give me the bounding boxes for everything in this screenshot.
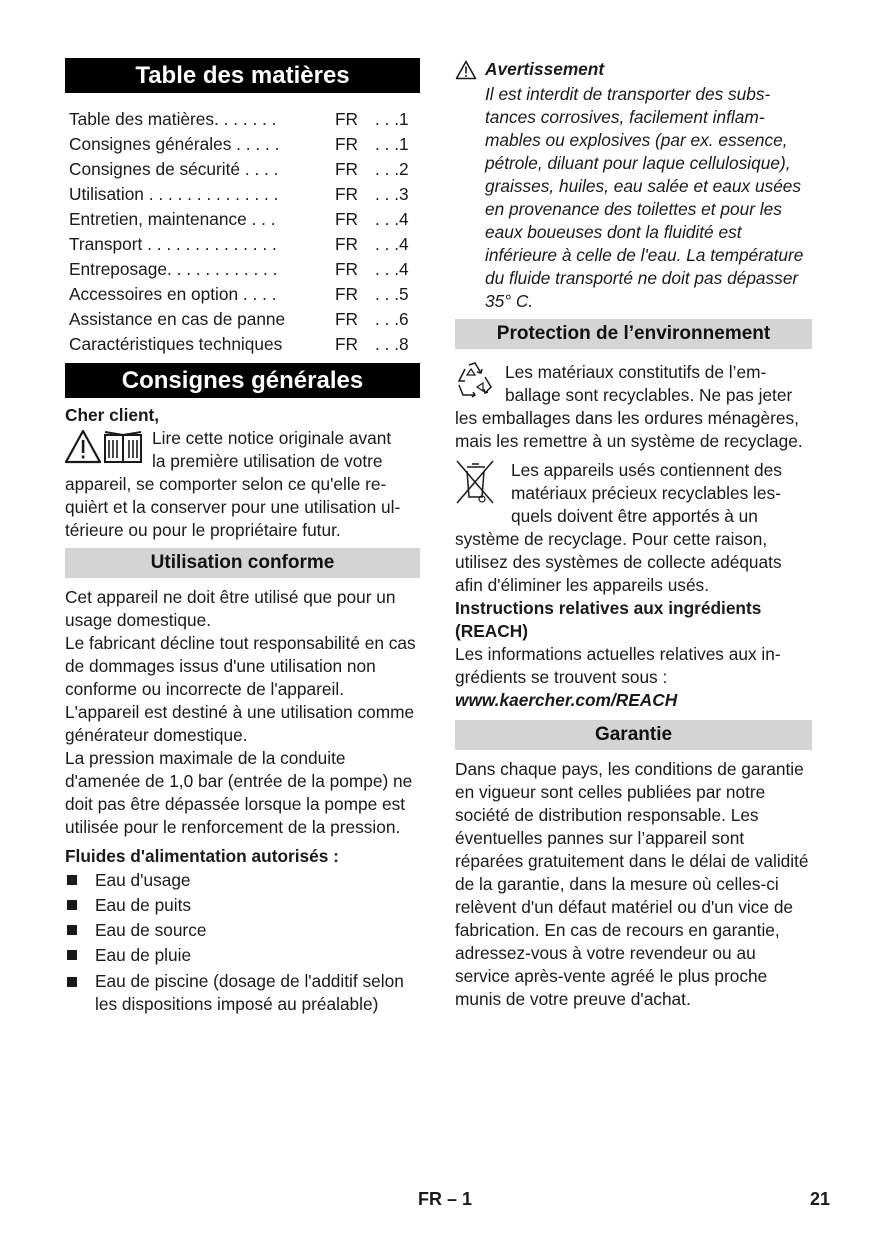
toc-entry[interactable]: Caractéristiques techniques FR . . .8: [69, 334, 409, 354]
crossed-bin-icon: [455, 459, 511, 507]
toc-entry[interactable]: Consignes générales . . . . . FR . . .1: [69, 134, 409, 154]
usage-paragraph: L'appareil est destiné à une utilisation comme générateur domestique.: [65, 702, 415, 745]
list-item: Eau de source: [65, 918, 420, 943]
warning-block: [455, 58, 812, 313]
intro-text: appareil, se comporter selon ce qu'elle requièrt et la conserver pour une utilisation ultérieure ou pour le propriétaire futur.: [65, 474, 401, 540]
recycle-block: [455, 361, 812, 453]
environment-heading: Protection de l’environnement: [455, 319, 812, 349]
footer-section: FR – 1: [417, 1189, 473, 1209]
intro-line: Lire cette notice originale avant: [152, 428, 392, 448]
reach-heading: Instructions relatives aux ingrédients (REACH): [455, 598, 762, 641]
intro-block: [65, 427, 420, 542]
list-item: Eau de puits: [65, 893, 420, 918]
recycle-icon: [455, 361, 505, 407]
recycle-text: Les matériaux constitutifs de l’emballage sont recyclables. Ne pas jeter les emballages dans les ordures ménagères, mais les remettre à un système de recyclage.: [455, 362, 803, 451]
warning-manual-icon: [65, 429, 152, 469]
toc-heading: Table des matières: [65, 58, 420, 93]
fluids-list: [65, 868, 420, 1016]
reach-text: Les informations actuelles relatives aux ingrédients se trouvent sous :: [455, 644, 781, 687]
list-item: Eau de piscine (dosage de l'additif selon les dispositions imposé au préalable): [65, 970, 420, 1016]
reach-link[interactable]: www.kaercher.com/REACH: [455, 690, 678, 710]
warning-triangle-icon: [455, 60, 477, 80]
usage-paragraph: La pression maximale de la conduite d'amenée de 1,0 bar (entrée de la pompe) ne doit pas être dépassée lorsque la pompe est utilisée pour le renforcement de la pression.: [65, 748, 413, 837]
general-heading: Consignes générales: [65, 363, 420, 398]
right-column: [455, 58, 812, 1011]
usage-paragraph: Le fabricant décline tout responsabilité en cas de dommages issus d'une utilisation non conforme ou incorrecte de l'appareil.: [65, 633, 416, 699]
toc-list: [65, 107, 420, 357]
page-number: 21: [809, 1189, 830, 1209]
toc-entry[interactable]: Table des matières. . . . . . . FR . . .1: [69, 109, 409, 129]
fluids-heading: Fluides d'alimentation autorisés :: [65, 846, 339, 866]
bullet-icon: [67, 925, 77, 935]
toc-entry[interactable]: Entretien, maintenance . . . FR . . .4: [69, 209, 409, 229]
toc-entry[interactable]: Consignes de sécurité . . . . FR . . .2: [69, 159, 409, 179]
bullet-icon: [67, 900, 77, 910]
toc-entry[interactable]: Transport . . . . . . . . . . . . . . FR . . .4: [69, 234, 409, 254]
toc-entry[interactable]: Utilisation . . . . . . . . . . . . . . FR . . .3: [69, 184, 409, 204]
warranty-text: Dans chaque pays, les conditions de garantie en vigueur sont celles publiées par notre société de distribution responsable. Les éventuelles pannes sur l’appareil sont réparées gratuitement dans le délai de validité de la garantie, dans la mesure où celles-ci relèvent d'un défaut matériel ou d'un vice de fabrication. En cas de recours en garantie, adressez-vous à votre revendeur ou au service après-vente agréé le plus proche munis de votre preuve d'achat.: [455, 759, 809, 1009]
warning-title: Avertissement: [455, 58, 812, 81]
weee-block: [455, 459, 812, 597]
usage-heading: Utilisation conforme: [65, 548, 420, 578]
toc-entry[interactable]: Assistance en cas de panne FR . . .6: [69, 309, 409, 329]
toc-entry[interactable]: Accessoires en option . . . . FR . . .5: [69, 284, 409, 304]
bullet-icon: [67, 875, 77, 885]
usage-paragraph: Cet appareil ne doit être utilisé que pour un usage domestique.: [65, 587, 396, 630]
list-item: Eau d'usage: [65, 868, 420, 893]
greeting: Cher client,: [65, 405, 160, 425]
usage-body: [65, 586, 420, 839]
bullet-icon: [67, 977, 77, 987]
intro-line: la première utilisation de votre: [152, 451, 383, 471]
bullet-icon: [67, 950, 77, 960]
warranty-heading: Garantie: [455, 720, 812, 750]
weee-text: Les appareils usés contiennent des matériaux précieux recyclables lesquels doivent être apportés à un système de recyclage. Pour cette raison, utilisez des systèmes de collecte adéquats afin d'éliminer les appareils usés.: [455, 460, 782, 595]
warning-text: Il est interdit de transporter des substances corrosives, facilement inflammables ou explosives (par ex. essence, pétrole, diluant pour laque cellulosique), graisses, huiles, eau salée et eaux usées en provenance des toilettes et pour les eaux boueuses dont la fluidité est inférieure à celle de l'eau. La température du fluide transporté ne doit pas dépasser 35° C.: [485, 84, 804, 311]
list-item: Eau de pluie: [65, 943, 420, 968]
left-column: [65, 58, 420, 1016]
toc-entry[interactable]: Entreposage. . . . . . . . . . . . FR . . .4: [69, 259, 409, 279]
